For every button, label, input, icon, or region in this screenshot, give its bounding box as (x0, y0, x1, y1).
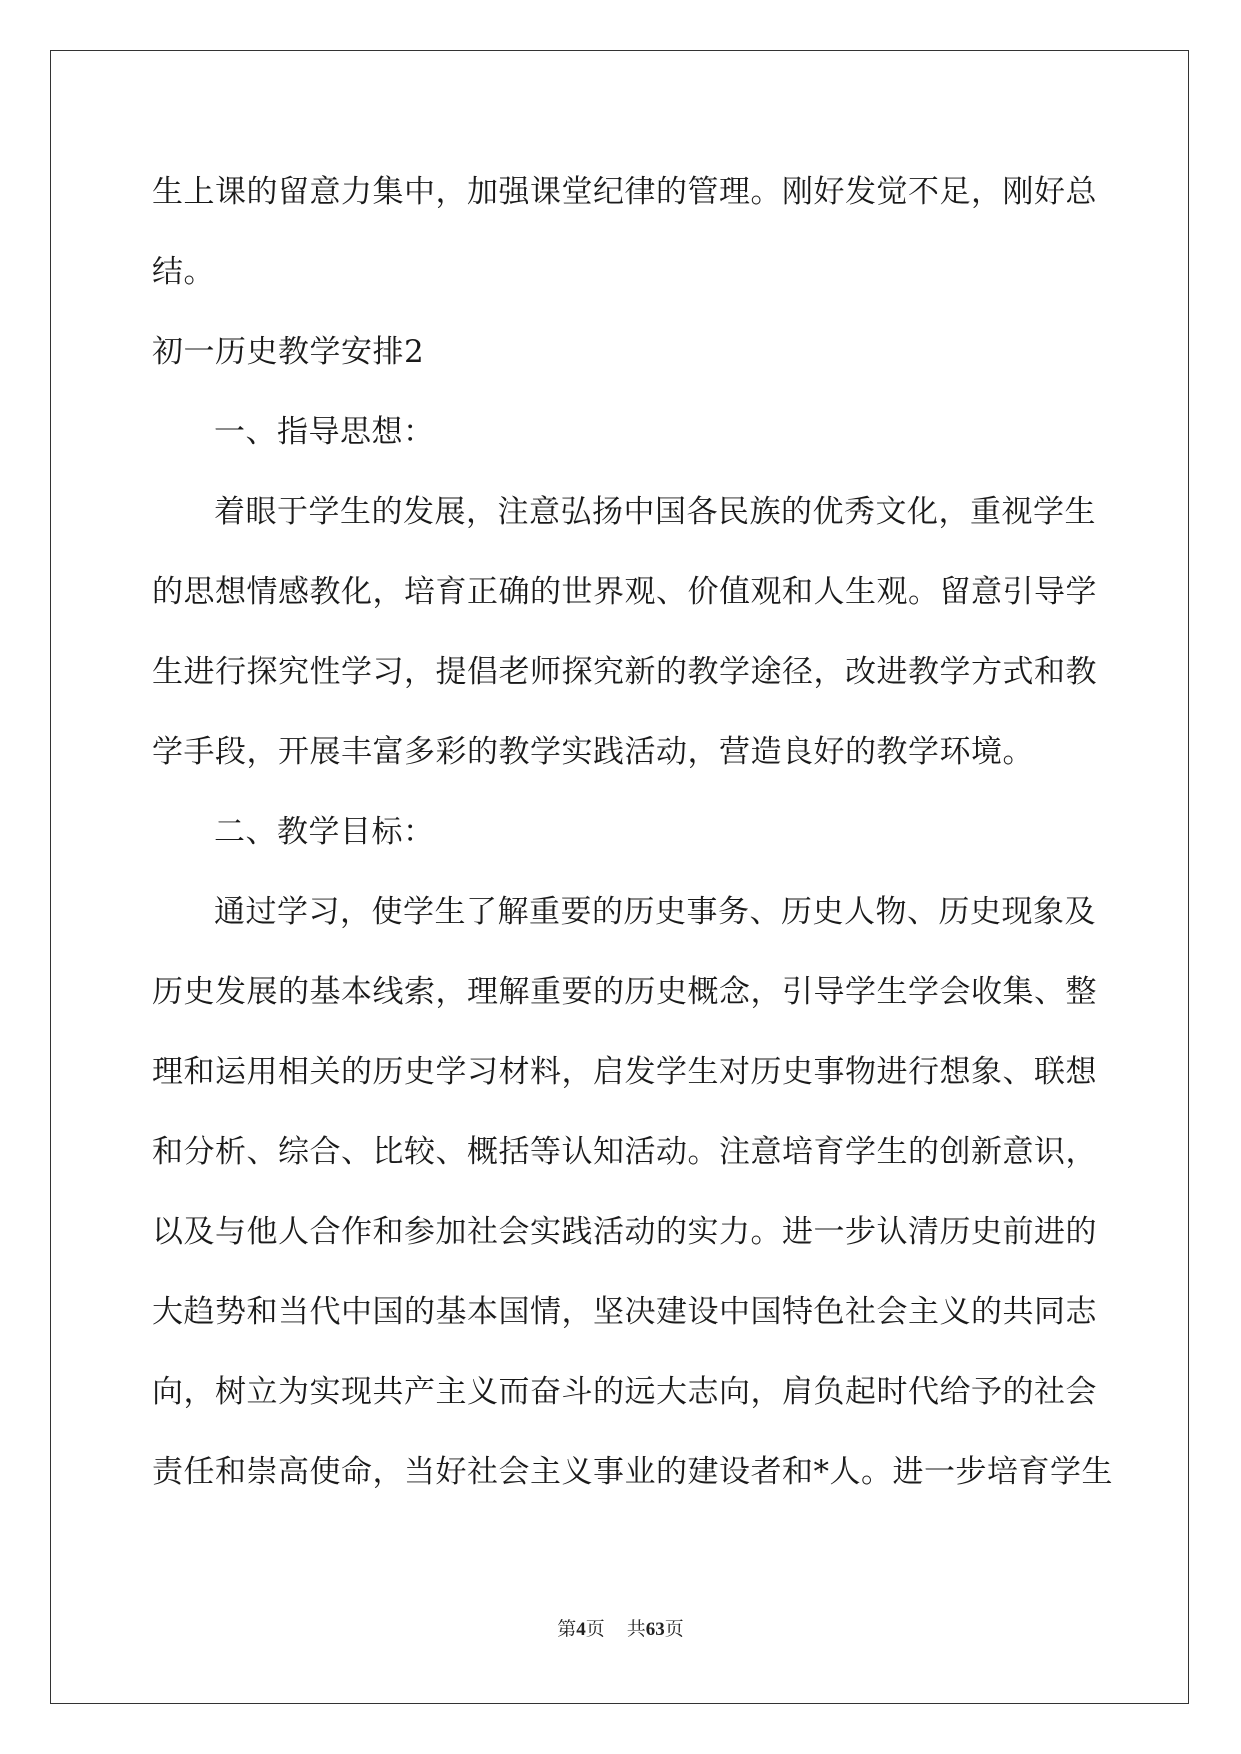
heading-teaching-goals: 二、教学目标： (214, 814, 435, 850)
total-suffix: 页 (664, 1618, 684, 1640)
total-prefix: 共 (626, 1618, 646, 1640)
text-line: 结。 (152, 254, 215, 290)
current-page-number: 4 (576, 1619, 586, 1640)
page-prefix: 第 (557, 1618, 577, 1640)
page-footer (0, 1617, 1241, 1642)
total-page-count: 63 (645, 1619, 665, 1640)
text-line: 历史发展的基本线索，理解重要的历史概念，引导学生学会收集、整 (152, 974, 1097, 1010)
section-title: 初一历史教学安排2 (152, 334, 425, 370)
text-line: 生上课的留意力集中，加强课堂纪律的管理。刚好发觉不足，刚好总 (152, 174, 1097, 210)
text-line: 通过学习，使学生了解重要的历史事务、历史人物、历史现象及 (214, 894, 1096, 930)
text-line: 着眼于学生的发展，注意弘扬中国各民族的优秀文化，重视学生 (214, 494, 1096, 530)
document-body (152, 157, 1113, 1517)
heading-guiding-ideology: 一、指导思想： (214, 414, 435, 450)
text-line: 理和运用相关的历史学习材料，启发学生对历史事物进行想象、联想 (152, 1054, 1097, 1090)
text-line: 和分析、综合、比较、概括等认知活动。注意培育学生的创新意识， (152, 1134, 1097, 1170)
text-line: 生进行探究性学习，提倡老师探究新的教学途径，改进教学方式和教 (152, 654, 1097, 690)
text-line: 向，树立为实现共产主义而奋斗的远大志向，肩负起时代给予的社会 (152, 1374, 1097, 1410)
page-suffix: 页 (585, 1618, 605, 1640)
text-line: 大趋势和当代中国的基本国情，坚决建设中国特色社会主义的共同志 (152, 1294, 1097, 1330)
text-line: 责任和崇高使命，当好社会主义事业的建设者和*人。进一步培育学生 (152, 1454, 1113, 1490)
text-line: 学手段，开展丰富多彩的教学实践活动，营造良好的教学环境。 (152, 734, 1034, 770)
text-line: 的思想情感教化，培育正确的世界观、价值观和人生观。留意引导学 (152, 574, 1097, 610)
text-line: 以及与他人合作和参加社会实践活动的实力。进一步认清历史前进的 (152, 1214, 1097, 1250)
